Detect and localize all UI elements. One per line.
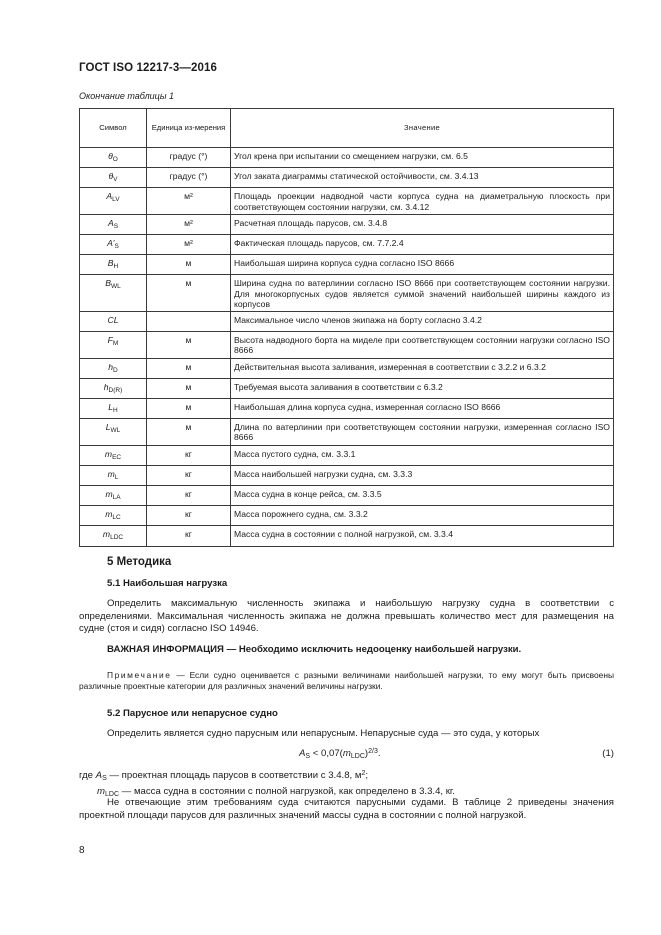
table-row [80, 148, 614, 168]
formula-number: (1) [602, 748, 614, 759]
symbol-cell: $B_H$ [80, 255, 147, 275]
important-notice: ВАЖНАЯ ИНФОРМАЦИЯ — Необходимо исключить недооценку наибольшей нагрузки. [107, 644, 522, 655]
description-cell: Наибольшая ширина корпуса судна согласно ISO 8666 [231, 255, 614, 275]
symbol-cell: $m_{EC}$ [80, 445, 147, 465]
description-cell: Действительная высота заливания, измеренная в соответствии с 3.2.2 и 6.3.2 [231, 358, 614, 378]
symbol-cell: CL [80, 312, 147, 332]
unit-cell: кг [147, 445, 231, 465]
section-5-heading: 5 Методика [107, 556, 172, 568]
section-5-1-heading: 5.1 Наибольшая нагрузка [107, 578, 228, 589]
note [79, 670, 614, 692]
table-row [80, 312, 614, 332]
note-label: Примечание [107, 670, 172, 680]
header-value: Значение [231, 109, 614, 148]
symbol-cell: $h_D$ [80, 358, 147, 378]
symbol-cell: $L_H$ [80, 399, 147, 419]
description-cell: Масса судна в конце рейса, см. 3.3.5 [231, 486, 614, 506]
description-cell: Максимальное число членов экипажа на борту согласно 3.4.2 [231, 312, 614, 332]
symbol-cell: $m_{LA}$ [80, 486, 147, 506]
unit-cell: м [147, 419, 231, 445]
unit-cell: м² [147, 188, 231, 214]
page-number: 8 [79, 845, 85, 856]
section-5-2-heading: 5.2 Парусное или непарусное судно [107, 708, 278, 719]
table-body [80, 148, 614, 547]
description-cell: Ширина судна по ватерлинии согласно ISO 8666 при соответствующем состоянии нагрузки. Для многокорпусных судов является суммой значений наибольшей ширины каждого из корпусов [231, 275, 614, 312]
unit-cell: м² [147, 214, 231, 234]
unit-cell: м [147, 378, 231, 398]
description-cell: Требуемая высота заливания в соответствии с 6.3.2 [231, 378, 614, 398]
symbol-cell: $m_{LC}$ [80, 506, 147, 526]
unit-cell: м [147, 275, 231, 312]
table-row [80, 168, 614, 188]
description-cell: Масса пустого судна, см. 3.3.1 [231, 445, 614, 465]
description-cell: Расчетная площадь парусов, см. 3.4.8 [231, 214, 614, 234]
symbol-cell: $A’_S$ [80, 235, 147, 255]
table-row [80, 526, 614, 546]
symbol-cell: $m_L$ [80, 465, 147, 485]
table-header-row [80, 109, 614, 148]
description-cell: Масса наибольшей нагрузки судна, см. 3.3.3 [231, 465, 614, 485]
table-row [80, 486, 614, 506]
note-text: — Если судно оценивается с разными величинами наибольшей нагрузки, то ему могут быть присвоены различные проектные категории для различных значений величины нагрузки. [79, 670, 614, 691]
table-row [80, 332, 614, 358]
formula-expression: $A_S < 0,07(m_{LDC})^{2/3}$. [299, 748, 381, 760]
description-cell: Площадь проекции надводной части корпуса судна на диаметральную плоскость при соответствующем состоянии нагрузки, см. 3.4.12 [231, 188, 614, 214]
section-5-2-paragraph-2: Не отвечающие этим требованиям суда считаются парусными судами. В таблице 2 приведены значения проектной площади парусов для различных значений массы судна в состоянии с полной нагрузкой. [79, 797, 614, 821]
table-row [80, 465, 614, 485]
unit-cell: м [147, 332, 231, 358]
legend-line-mldc: $m_{LDC}$ — масса судна в состоянии с полной нагрузкой, как определено в 3.3.4, кг. [97, 785, 455, 798]
symbol-cell: $m_{LDC}$ [80, 526, 147, 546]
table-row [80, 214, 614, 234]
table-caption: Окончание таблицы 1 [79, 91, 174, 101]
unit-cell: градус (°) [147, 168, 231, 188]
description-cell: Высота надводного борта на миделе при соответствующем состоянии нагрузки согласно ISO 8666 [231, 332, 614, 358]
table-row [80, 378, 614, 398]
unit-cell: м [147, 255, 231, 275]
symbol-cell: $A_{LV}$ [80, 188, 147, 214]
unit-cell: кг [147, 486, 231, 506]
unit-cell: кг [147, 526, 231, 546]
description-cell: Угол заката диаграммы статической остойчивости, см. 3.4.13 [231, 168, 614, 188]
unit-cell: м [147, 399, 231, 419]
table-row [80, 399, 614, 419]
legend-line-as: где $A_S$ — проектная площадь парусов в соответствии с 3.4.8, $м^2$; [79, 770, 369, 782]
symbols-table [79, 108, 614, 547]
table-row [80, 506, 614, 526]
description-cell: Длина по ватерлинии при соответствующем состоянии нагрузки, измеренная согласно ISO 8666 [231, 419, 614, 445]
header-symbol: Символ [80, 109, 147, 148]
description-cell: Угол крена при испытании со смещением нагрузки, см. 6.5 [231, 148, 614, 168]
symbol-cell: $F_M$ [80, 332, 147, 358]
standard-header: ГОСТ ISO 12217-3—2016 [79, 62, 217, 74]
formula-1 [79, 748, 614, 762]
header-unit: Единица из-мерения [147, 109, 231, 148]
description-cell: Масса судна в состоянии с полной нагрузкой, см. 3.3.4 [231, 526, 614, 546]
symbol-cell: $h_{D(R)}$ [80, 378, 147, 398]
section-5-2-paragraph: Определить является судно парусным или непарусным. Непарусные суда — это суда, у которых [107, 728, 540, 739]
symbol-cell: $A_S$ [80, 214, 147, 234]
unit-cell: м² [147, 235, 231, 255]
unit-cell: кг [147, 506, 231, 526]
unit-cell [147, 312, 231, 332]
symbol-cell: $B_{WL}$ [80, 275, 147, 312]
table-row [80, 255, 614, 275]
table-row [80, 419, 614, 445]
unit-cell: м [147, 358, 231, 378]
table-row [80, 358, 614, 378]
symbol-cell: $\theta_O$ [80, 148, 147, 168]
description-cell: Фактическая площадь парусов, см. 7.7.2.4 [231, 235, 614, 255]
table-row [80, 275, 614, 312]
table-row [80, 188, 614, 214]
unit-cell: кг [147, 465, 231, 485]
table-row [80, 235, 614, 255]
unit-cell: градус (°) [147, 148, 231, 168]
description-cell: Масса порожнего судна, см. 3.3.2 [231, 506, 614, 526]
section-5-1-paragraph: Определить максимальную численность экипажа и наибольшую нагрузку судна в соответствии с определениями. Максимальная численность экипажа не должна превышать количество мест для размещения на судне (стоя и сидя) согласно ISO 14946. [79, 598, 614, 634]
description-cell: Наибольшая длина корпуса судна, измеренная согласно ISO 8666 [231, 399, 614, 419]
symbol-cell: $L_{WL}$ [80, 419, 147, 445]
symbol-cell: $\theta_V$ [80, 168, 147, 188]
table-row [80, 445, 614, 465]
